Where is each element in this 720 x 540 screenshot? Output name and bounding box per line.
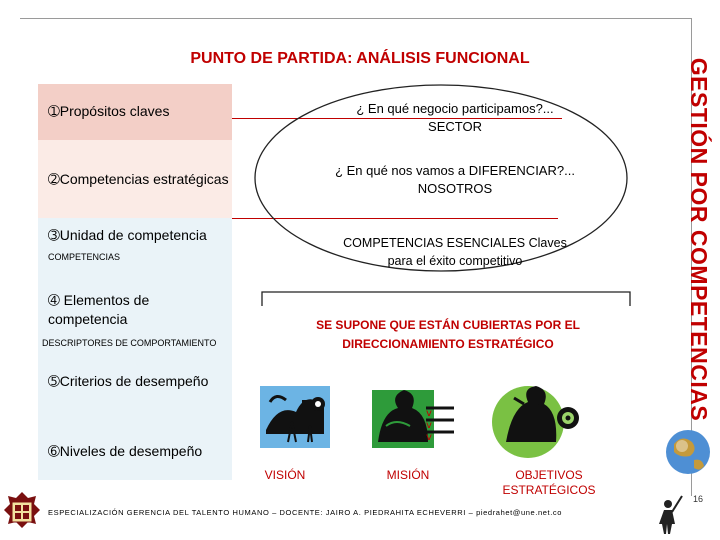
globe-figure-clipart: [654, 424, 712, 536]
footer-text: ESPECIALIZACIÓN GERENCIA DEL TALENTO HUMANO – DOCENTE: JAIRO A. PIEDRAHITA ECHEVERRI – piedrahet@une.net.co: [48, 508, 563, 517]
svg-text:v: v: [426, 408, 432, 419]
question-sector: ¿ En qué negocio participamos?... SECTOR: [356, 101, 554, 134]
vertical-title: [686, 57, 713, 421]
core-competencies-text: COMPETENCIAS ESENCIALES Claves para el éxito competitivo: [343, 236, 567, 268]
svg-text:v: v: [426, 432, 432, 443]
left-item-label: ➁Competencias estratégicas: [48, 171, 229, 187]
left-item-unidad: [38, 218, 232, 284]
left-item-label: ➄Criterios de desempeño: [48, 373, 209, 389]
university-emblem: [2, 490, 42, 538]
left-item-sublabel: DESCRIPTORES DE COMPORTAMIENTO: [42, 338, 217, 348]
question-nosotros: ¿ En qué nos vamos a DIFERENCIAR?... NOSOTROS: [335, 163, 575, 196]
slide-number: 16: [692, 494, 703, 504]
bracket-line: [262, 292, 630, 306]
mission-label: MISIÓN: [386, 468, 430, 482]
left-item-niveles: [38, 436, 232, 480]
strategic-note: SE SUPONE QUE ESTÁN CUBIERTAS POR EL DIRECCIONAMIENTO ESTRATÉGICO: [316, 318, 580, 351]
left-item-label: ➂Unidad de competencia: [48, 227, 207, 243]
svg-text:v: v: [426, 420, 432, 431]
vision-clipart: [258, 382, 338, 454]
objectives-label: OBJETIVOS ESTRATÉGICOS: [502, 468, 596, 497]
left-item-criterios: [38, 360, 232, 436]
left-item-label: ➃ Elementos de competencia: [48, 292, 150, 327]
vision-label: VISIÓN: [264, 468, 306, 482]
vertical-title-text: GESTIÓN POR COMPETENCIAS: [686, 57, 713, 421]
mission-clipart: [368, 382, 458, 454]
left-item-competencias: [38, 140, 232, 218]
slide-title: PUNTO DE PARTIDA: ANÁLISIS FUNCIONAL: [190, 50, 530, 67]
left-item-propositos: [38, 84, 232, 140]
objectives-clipart: [484, 380, 584, 462]
left-item-sublabel: COMPETENCIAS: [48, 252, 121, 262]
left-item-label: ➀Propósitos claves: [48, 103, 170, 119]
left-item-elementos: [38, 284, 232, 360]
left-item-label: ➅Niveles de desempeño: [48, 443, 203, 459]
